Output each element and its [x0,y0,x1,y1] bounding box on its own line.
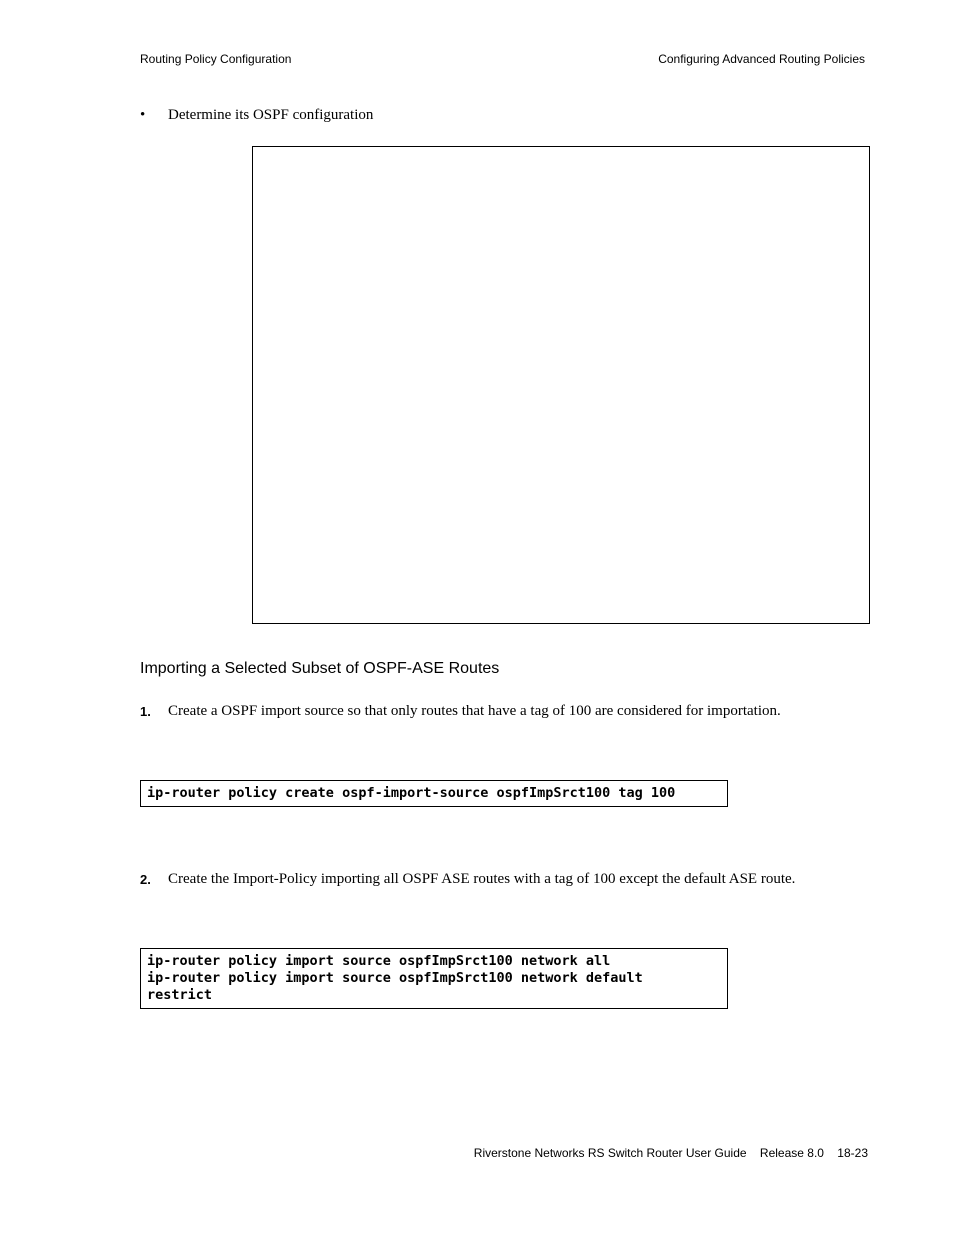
footer-guide-title: Riverstone Networks RS Switch Router User Guide [473,1146,747,1160]
bullet-icon: • [140,107,146,123]
footer-page-number: 18-23 [837,1146,868,1160]
header-section-title: Configuring Advanced Routing Policies [658,52,865,66]
step-item [140,870,800,889]
code-block: ip-router policy import source ospfImpSrct100 network all ip-router policy import source ospfImpSrct100 network default restrict [140,948,728,1009]
bullet-text: Determine its OSPF configuration [168,107,374,123]
page-footer [474,1146,868,1160]
code-block: ip-router policy create ospf-import-source ospfImpSrct100 tag 100 [140,780,728,807]
step-text: Create a OSPF import source so that only routes that have a tag of 100 are considered for importation. [168,703,781,719]
section-heading: Importing a Selected Subset of OSPF-ASE Routes [140,660,500,677]
figure-frame [252,146,870,624]
footer-release: Release 8.0 [759,1146,824,1160]
step-number: 1. [140,704,151,719]
step-item [140,702,800,721]
step-text: Create the Import-Policy importing all OSPF ASE routes with a tag of 100 except the default ASE route. [168,871,796,887]
header-chapter-title: Routing Policy Configuration [140,52,292,66]
step-number: 2. [140,872,151,887]
